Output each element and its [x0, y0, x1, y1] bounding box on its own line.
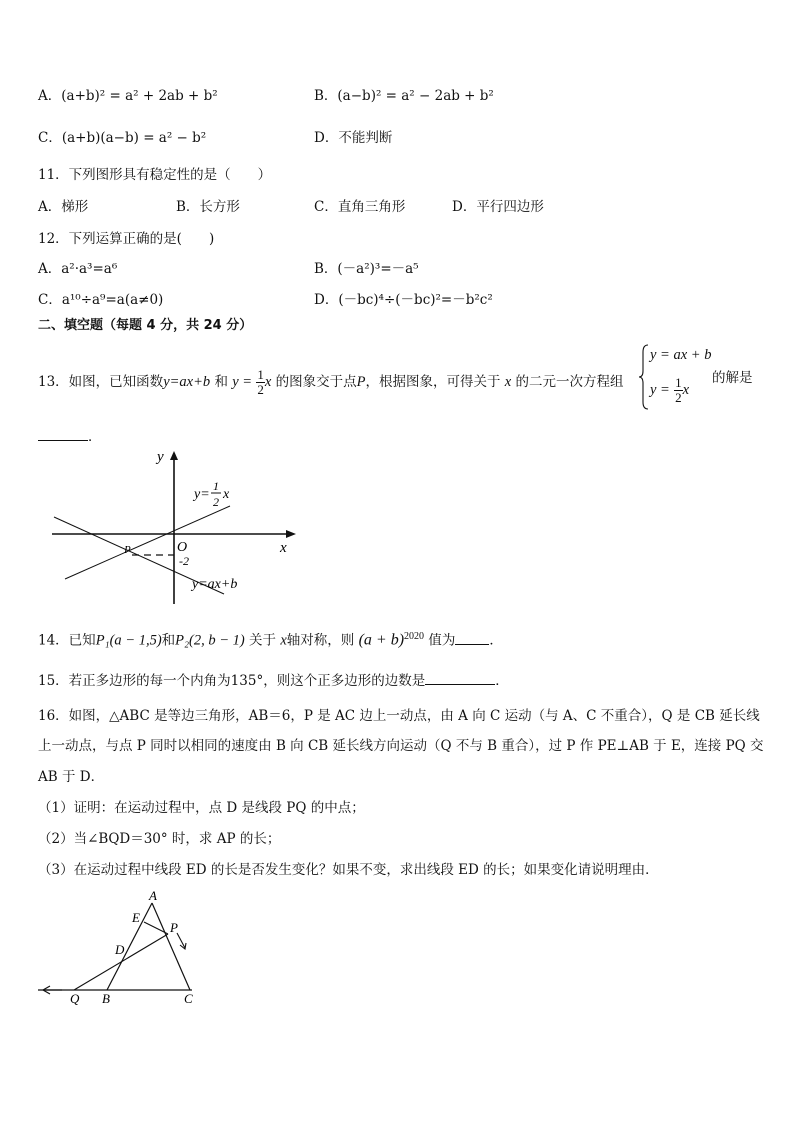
label-c: C	[184, 991, 193, 1006]
q13-var-x: x	[504, 374, 512, 390]
q11-option-c: C．直角三角形	[314, 199, 406, 215]
q15-text: 15．若正多边形的每一个内角为135°，则这个正多边形的边数是	[38, 673, 426, 689]
q13-fraction-den: 2	[257, 382, 264, 397]
q14-text-3: 关于	[249, 632, 277, 649]
q13-fraction	[256, 368, 265, 397]
q13-system-eq-1: y = ax + b	[650, 347, 712, 363]
q13-text-2: 和	[214, 374, 228, 390]
graph-label-line1-lhs: y=	[194, 487, 210, 502]
q13-system-fraction-den: 2	[675, 390, 682, 405]
q14-exponent: 2020	[404, 631, 425, 642]
graph-label-y: y	[157, 449, 164, 465]
q14-expression: (a + b)	[358, 631, 405, 649]
line-half-x	[65, 506, 230, 579]
q11-option-d: D．平行四边形	[452, 199, 544, 215]
q12-option-d: D．(－bc)⁴÷(－bc)²=－b²c²	[314, 292, 493, 308]
segment-pe	[144, 922, 168, 934]
q16-stem-line-2: 上一动点，与点 P 同时以相同的速度由 B 向 CB 延长线方向运动（Q 不与 B 重合），过 P 作 PE⊥AB 于 E，连接 PQ 交	[38, 738, 764, 754]
q14-text-5: 值为	[428, 632, 456, 649]
q13-system-eq-2-var: x	[682, 382, 690, 398]
q12-option-b: B．(－a²)³=－a⁵	[314, 261, 419, 277]
q13-fraction-num: 1	[257, 367, 264, 382]
label-d: D	[115, 942, 125, 957]
q11-option-b: B．长方形	[176, 199, 240, 215]
x-axis-arrow-icon	[286, 530, 296, 538]
side-ab	[107, 903, 152, 990]
section-fill-blank-heading: 二、填空题（每题 4 分，共 24 分）	[38, 318, 253, 333]
q11-stem: 11．下列图形具有稳定性的是（ ）	[38, 167, 272, 183]
q13-func-1: y=ax+b	[163, 374, 211, 390]
q13-graph	[40, 448, 310, 608]
graph-label-line2: y=ax+b	[192, 577, 238, 592]
q13-answer-line	[38, 426, 102, 447]
q10-option-c: C．(a+b)(a−b) = a² − b²	[38, 130, 207, 146]
q12-stem: 12．下列运算正确的是( )	[38, 231, 215, 247]
q12-option-c: C．a¹⁰÷a⁹=a(a≠0)	[38, 292, 164, 308]
graph-label-p: P	[124, 544, 131, 556]
graph-label-neg2: -2	[179, 554, 189, 568]
q16-stem-line-3: AB 于 D．	[38, 769, 105, 785]
q13-system-eq-2	[650, 376, 689, 405]
q13-text-3: 的图象交于点	[275, 374, 357, 390]
q16-sub-1: （1）证明：在运动过程中，点 D 是线段 PQ 的中点；	[38, 800, 365, 816]
q14-stem	[38, 627, 503, 651]
q11-option-a: A．梯形	[38, 199, 89, 215]
q13-func-2-lhs: y =	[232, 374, 253, 390]
label-q: Q	[70, 991, 80, 1006]
label-p: P	[170, 920, 178, 935]
q13-text-5: 的二元一次方程组	[515, 374, 624, 390]
q10-option-d: D．不能判断	[314, 130, 393, 146]
q16-sub-3: （3）在运动过程中线段 ED 的长是否发生变化？如果不变，求出线段 ED 的长；如果变化请说明理由．	[38, 862, 659, 878]
q14-answer-blank[interactable]	[455, 630, 489, 645]
q14-text-2: 和	[161, 632, 176, 649]
q14-point-p1: P₁(a − 1,5)	[95, 632, 162, 649]
q14-text-1: 14．已知	[38, 632, 96, 649]
q13-text-4: ，根据图象，可得关于	[365, 374, 501, 390]
q13-tail: ．	[88, 429, 102, 445]
label-e: E	[132, 910, 140, 925]
graph-label-origin: O	[177, 540, 188, 555]
q10-option-b: B．(a−b)² = a² − 2ab + b²	[314, 88, 494, 104]
q14-point-p2: P₂(2, b − 1)	[175, 632, 245, 649]
q14-axis: x	[280, 632, 287, 649]
graph-label-x: x	[280, 540, 287, 556]
q13-text-1: 13．如图，已知函数	[38, 374, 164, 390]
graph-label-line1-num: 1	[213, 479, 219, 493]
q15-answer-blank[interactable]	[425, 670, 495, 685]
graph-label-line1-den: 2	[213, 495, 219, 509]
q13-stem	[38, 368, 624, 397]
q16-figure	[34, 886, 204, 1006]
q13-point-p: P	[356, 374, 366, 390]
q13-answer-blank[interactable]	[38, 426, 88, 441]
q10-option-a: A．(a+b)² = a² + 2ab + b²	[38, 88, 218, 104]
q13-system-fraction	[674, 376, 683, 405]
q16-sub-2: （2）当∠BQD＝30° 时，求 AP 的长；	[38, 831, 281, 847]
q13-system-brace	[639, 344, 649, 410]
q16-stem-line-1: 16．如图，△ABC 是等边三角形，AB＝6，P 是 AC 边上一动点，由 A 向 C 运动（与 A、C 不重合），Q 是 CB 延长线	[38, 708, 760, 724]
q13-func-2-var: x	[264, 374, 272, 390]
label-a: A	[149, 888, 157, 903]
q15-stem	[38, 670, 509, 691]
label-b: B	[102, 991, 110, 1006]
q14-tail: ．	[489, 632, 503, 649]
y-axis-arrow-icon	[170, 451, 178, 460]
q13-system-fraction-num: 1	[675, 375, 682, 390]
graph-label-line1-var: x	[223, 487, 230, 502]
q14-text-4: 轴对称，则	[286, 632, 355, 649]
q13-system-eq-2-lhs: y =	[650, 382, 670, 398]
q15-tail: ．	[495, 673, 509, 689]
q12-option-a: A．a²·a³=a⁶	[38, 261, 118, 277]
q13-text-6: 的解是	[712, 370, 753, 386]
